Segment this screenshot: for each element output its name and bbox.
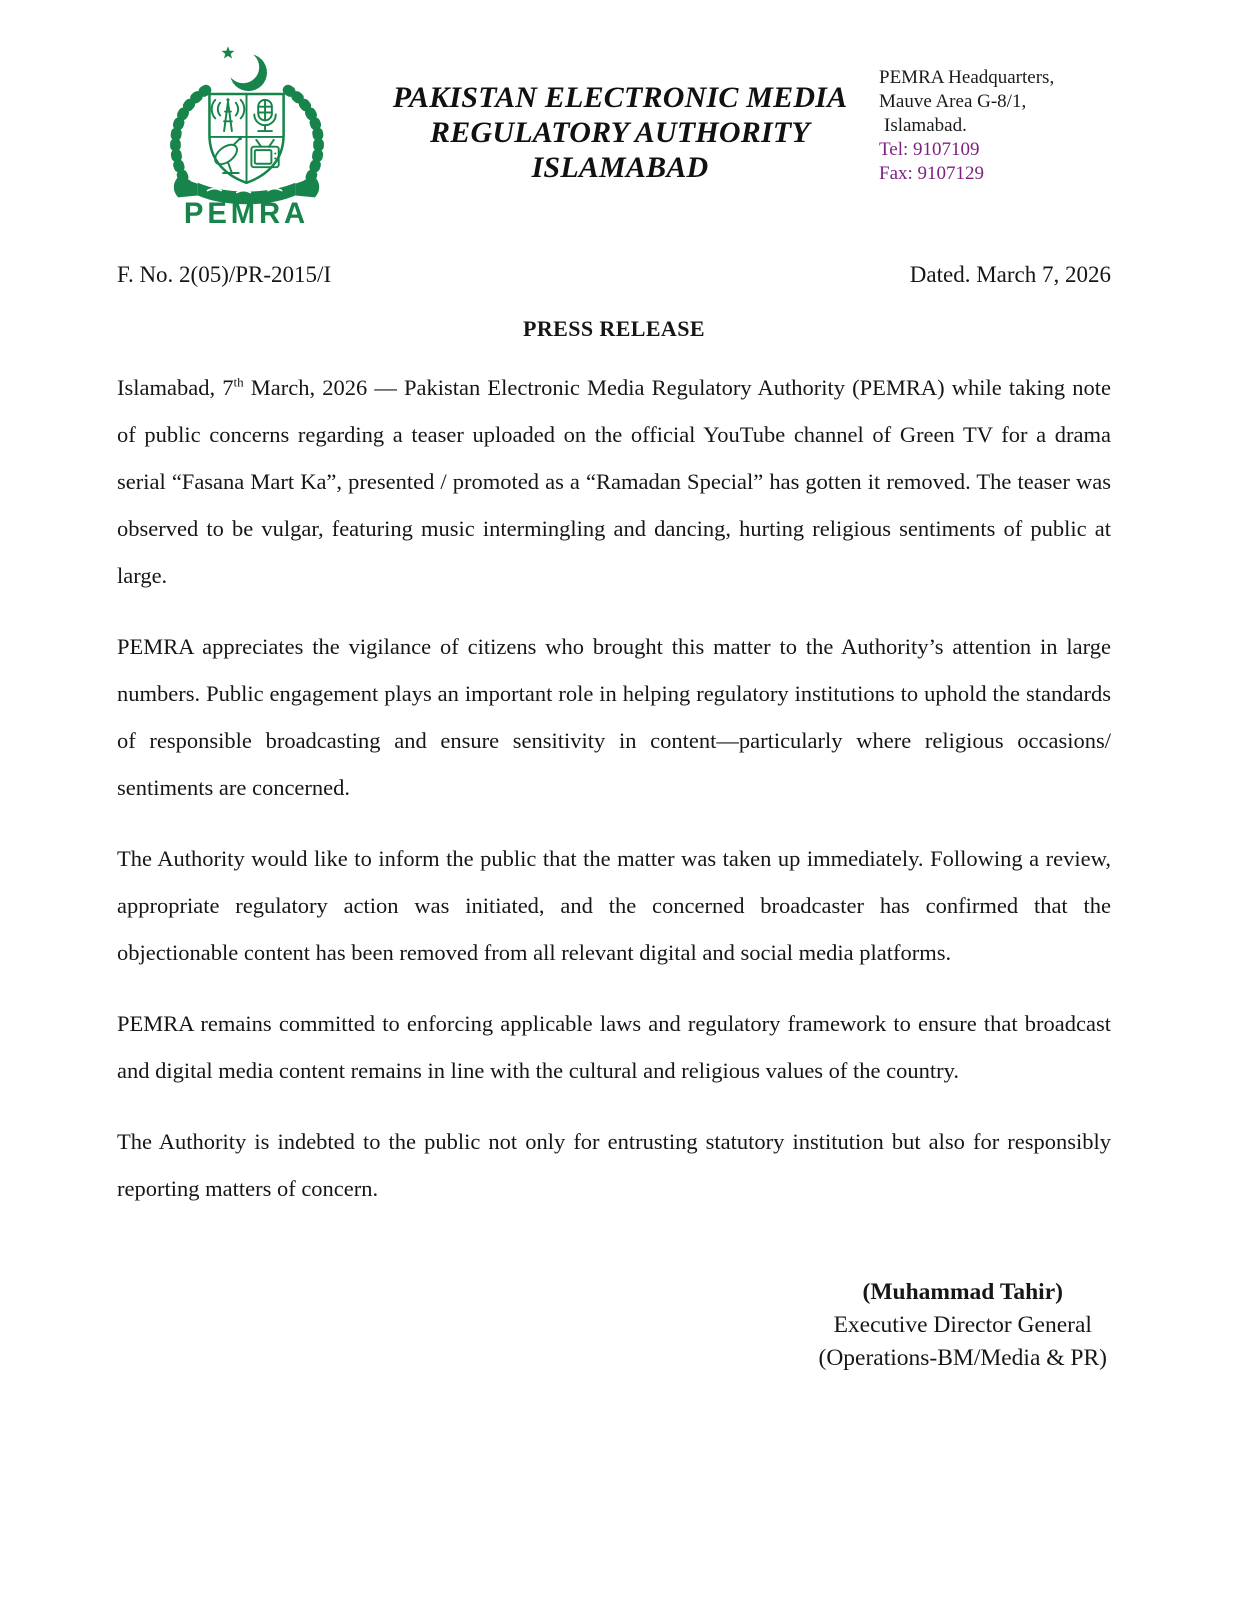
radio-tower-icon [212,98,245,131]
paragraph-1-rest: March, 2026 — Pakistan Electronic Media Regulatory Authority (PEMRA) while taking note of public concerns regarding a teaser uploaded on the official YouTube channel of Green TV for a drama serial “Fasana Mart Ka”, presented / promoted as a “Ramadan Special” has gotten it removed. The teaser was observed to be vulgar, featuring music intermingling and dancing, hurting religious sentiments of public at large. [117,375,1111,588]
pemra-crest-icon [147,40,347,228]
fax-line: Fax: 9107129 [879,163,985,184]
paragraph-1-prefix: Islamabad, 7 [117,375,234,400]
letterhead [117,40,1111,233]
dated-line: Dated. March 7, 2026 [909,262,1111,287]
pemra-logo-text: PEMRA [183,197,310,228]
crescent-star-icon [221,46,267,91]
tel-line: Tel: 9107109 [879,139,980,160]
address-line-3: Islamabad. [884,115,967,136]
signature-block [819,1276,1108,1375]
signatory-title: Executive Director General [833,1312,1092,1338]
org-title-line-3: ISLAMABAD [531,151,709,184]
pemra-logo [117,40,361,233]
address-line-1: PEMRA Headquarters, [879,67,1055,88]
body-text [117,364,1111,1212]
org-title-line-2: REGULATORY AUTHORITY [430,116,810,149]
org-title-line-1: PAKISTAN ELECTRONIC MEDIA [392,81,848,114]
signatory-department: (Operations-BM/Media & PR) [818,1345,1107,1371]
hq-address [879,40,1111,186]
paragraph-2: PEMRA appreciates the vigilance of citizens who brought this matter to the Authority’s attention in large numbers. Public engagement plays an important role in helping regulatory institutions to uphold the standards of responsible broadcasting and ensure sensitivity in content—particularly where religious occasions/ sentiments are concerned. [117,634,1111,800]
address-line-2: Mauve Area G-8/1, [879,91,1027,112]
reference-row [117,261,1111,289]
satellite-dish-icon [212,137,242,173]
ordinal-suffix: th [233,374,244,390]
signatory-name: (Muhammad Tahir) [862,1279,1063,1305]
paragraph-1 [117,364,1111,599]
press-release-heading: PRESS RELEASE [523,316,705,341]
file-number: F. No. 2(05)/PR-2015/I [117,262,332,287]
paragraph-3: The Authority would like to inform the public that the matter was taken up immediately. Following a review, appropriate regulatory action was initiated, and the concerned broadcaster has confirmed that the objectionable content has been removed from all relevant digital and social media platforms. [117,846,1111,965]
paragraph-5: The Authority is indebted to the public not only for entrusting statutory institution but also for responsibly reporting matters of concern. [117,1129,1111,1201]
org-title [361,40,879,185]
paragraph-4: PEMRA remains committed to enforcing applicable laws and regulatory framework to ensure that broadcast and digital media content remains in line with the cultural and religious values of the country. [117,1011,1111,1083]
microphone-icon [254,100,275,131]
